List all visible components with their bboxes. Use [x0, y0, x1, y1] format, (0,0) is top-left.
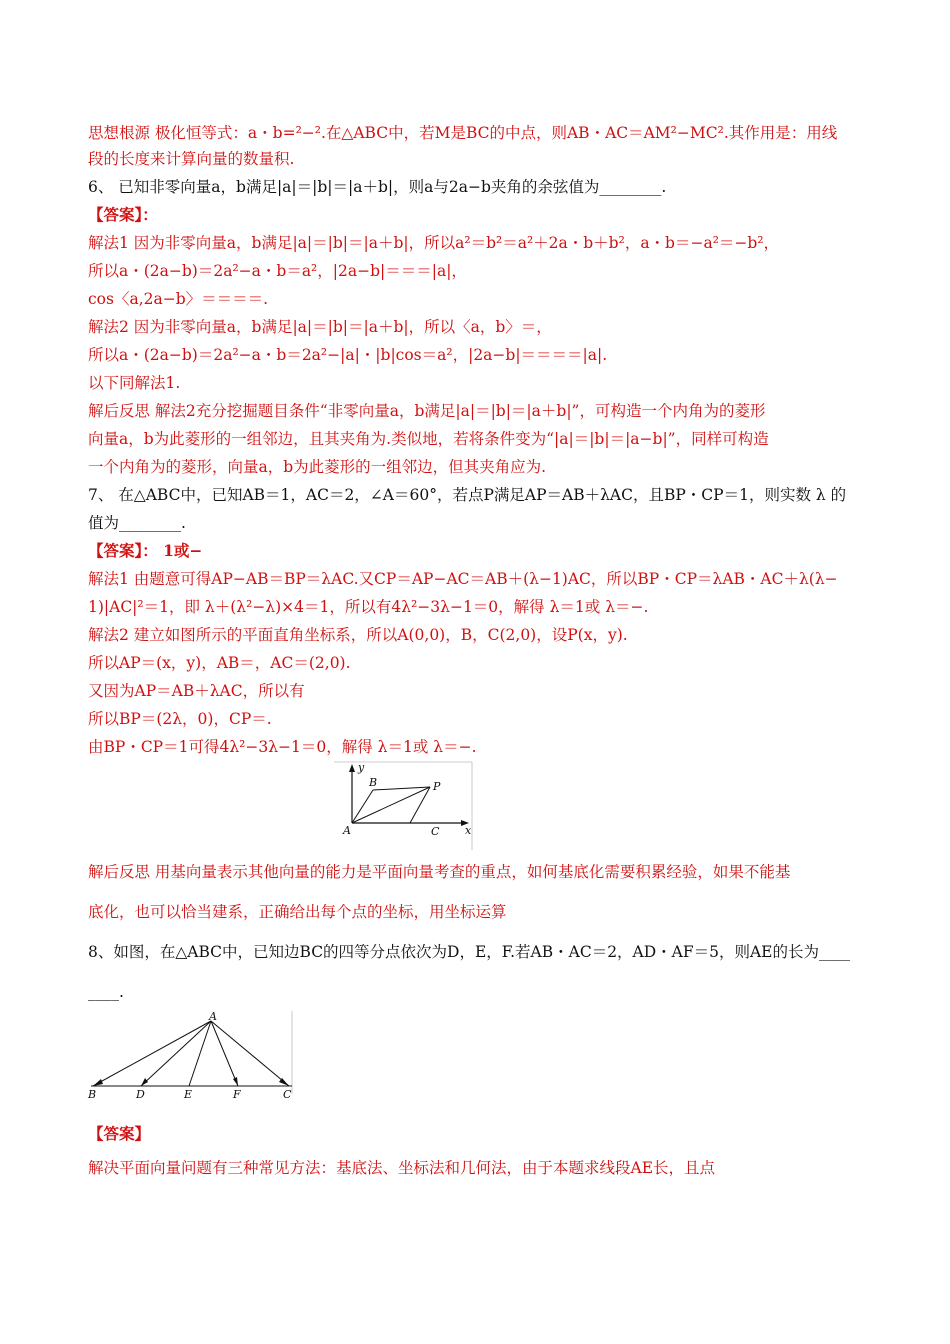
question-6: 6、 已知非零向量a，b满足|a|＝|b|＝|a＋b|，则a与2a−b夹角的余弦值为________. — [88, 178, 667, 196]
text-line: cos〈a,2a−b〉＝＝＝＝. — [88, 290, 269, 308]
point-label-p: P — [433, 780, 441, 793]
coordinate-figure — [333, 761, 473, 851]
text-line: 解法2 建立如图所示的平面直角坐标系，所以A(0,0)，B，C(2,0)，设P(x，y). — [88, 626, 628, 644]
point-label-a: A — [343, 824, 351, 837]
text-line: 所以AP＝(x，y)，AB＝，AC＝(2,0). — [88, 654, 351, 672]
question-8-cont: ____. — [88, 983, 124, 1001]
triangle-figure — [86, 1010, 300, 1100]
answer-heading: 【答案】 — [88, 1124, 151, 1143]
point-label-c: C — [431, 825, 440, 838]
point-label-d: D — [136, 1088, 145, 1101]
question-7: 7、 在△ABC中，已知AB＝1，AC＝2，∠A＝60°，若点P满足AP＝AB＋λAC，且BP・CP＝1，则实数 λ 的 — [88, 486, 847, 504]
text-line: 解决平面向量问题有三种常见方法：基底法、坐标法和几何法，由于本题求线段AE长，且点 — [88, 1159, 716, 1177]
text-line: 解后反思 解法2充分挖掘题目条件“非零向量a，b满足|a|＝|b|＝|a＋b|”，可构造一个内角为的菱形 — [88, 402, 766, 420]
question-8: 8、如图，在△ABC中，已知边BC的四等分点依次为D，E，F.若AB・AC＝2，AD・AF＝5，则AE的长为____ — [88, 943, 850, 961]
point-label-b: B — [88, 1088, 97, 1101]
text-line: 所以a・(2a−b)＝2a²−a・b＝a²，|2a−b|＝＝＝|a|， — [88, 262, 467, 280]
text-line: 向量a，b为此菱形的一组邻边，且其夹角为.类似地，若将条件变为“|a|＝|b|＝|a−b|”，同样可构造 — [88, 430, 769, 448]
text-line: 又因为AP＝AB＋λAC，所以有 — [88, 682, 305, 700]
text-line: 解法1 因为非零向量a，b满足|a|＝|b|＝|a＋b|，所以a²＝b²＝a²＋2a・b＋b²，a・b＝−a²＝−b²， — [88, 234, 780, 252]
text-line: 以下同解法1. — [88, 374, 181, 392]
point-label-e: E — [184, 1088, 193, 1101]
axis-label-x: x — [465, 824, 472, 837]
text-line: 段的长度来计算向量的数量积. — [88, 150, 295, 168]
axis-label-y: y — [358, 761, 365, 774]
text-line: 1)|AC|²＝1，即 λ＋(λ²−λ)×4＝1，所以有4λ²−3λ−1＝0，解得 λ＝1或 λ＝−. — [88, 598, 649, 616]
text-line: 底化，也可以恰当建系，正确给出每个点的坐标，用坐标运算 — [88, 903, 507, 921]
point-label-f: F — [233, 1088, 241, 1101]
text-line: 思想根源 极化恒等式：a・b=²−².在△ABC中，若M是BC的中点，则AB・AC＝AM²−MC².其作用是：用线 — [88, 124, 838, 142]
point-label-b: B — [369, 776, 378, 789]
point-label-a: A — [209, 1010, 217, 1023]
text-line: 解法2 因为非零向量a，b满足|a|＝|b|＝|a＋b|，所以〈a，b〉＝， — [88, 318, 552, 336]
text-line: 由BP・CP＝1可得4λ²−3λ−1＝0，解得 λ＝1或 λ＝−. — [88, 738, 477, 756]
answer-heading: 【答案】： 1或− — [88, 541, 203, 560]
text-line: 所以a・(2a−b)＝2a²−a・b＝2a²−|a|・|b|cos＝a²，|2a−b|＝＝＝＝|a|. — [88, 346, 608, 364]
question-7-cont: 值为________. — [88, 514, 186, 532]
text-line: 解后反思 用基向量表示其他向量的能力是平面向量考查的重点，如何基底化需要积累经验，如果不能基 — [88, 863, 791, 881]
text-line: 一个内角为的菱形，向量a，b为此菱形的一组邻边，但其夹角应为. — [88, 458, 547, 476]
point-label-c: C — [283, 1088, 292, 1101]
text-line: 所以BP＝(2λ，0)，CP＝. — [88, 710, 272, 728]
text-line: 解法1 由题意可得AP−AB＝BP＝λAC.又CP＝AP−AC＝AB＋(λ−1)AC，所以BP・CP＝λAB・AC＋λ(λ− — [88, 570, 838, 588]
answer-heading: 【答案】： — [88, 205, 158, 224]
